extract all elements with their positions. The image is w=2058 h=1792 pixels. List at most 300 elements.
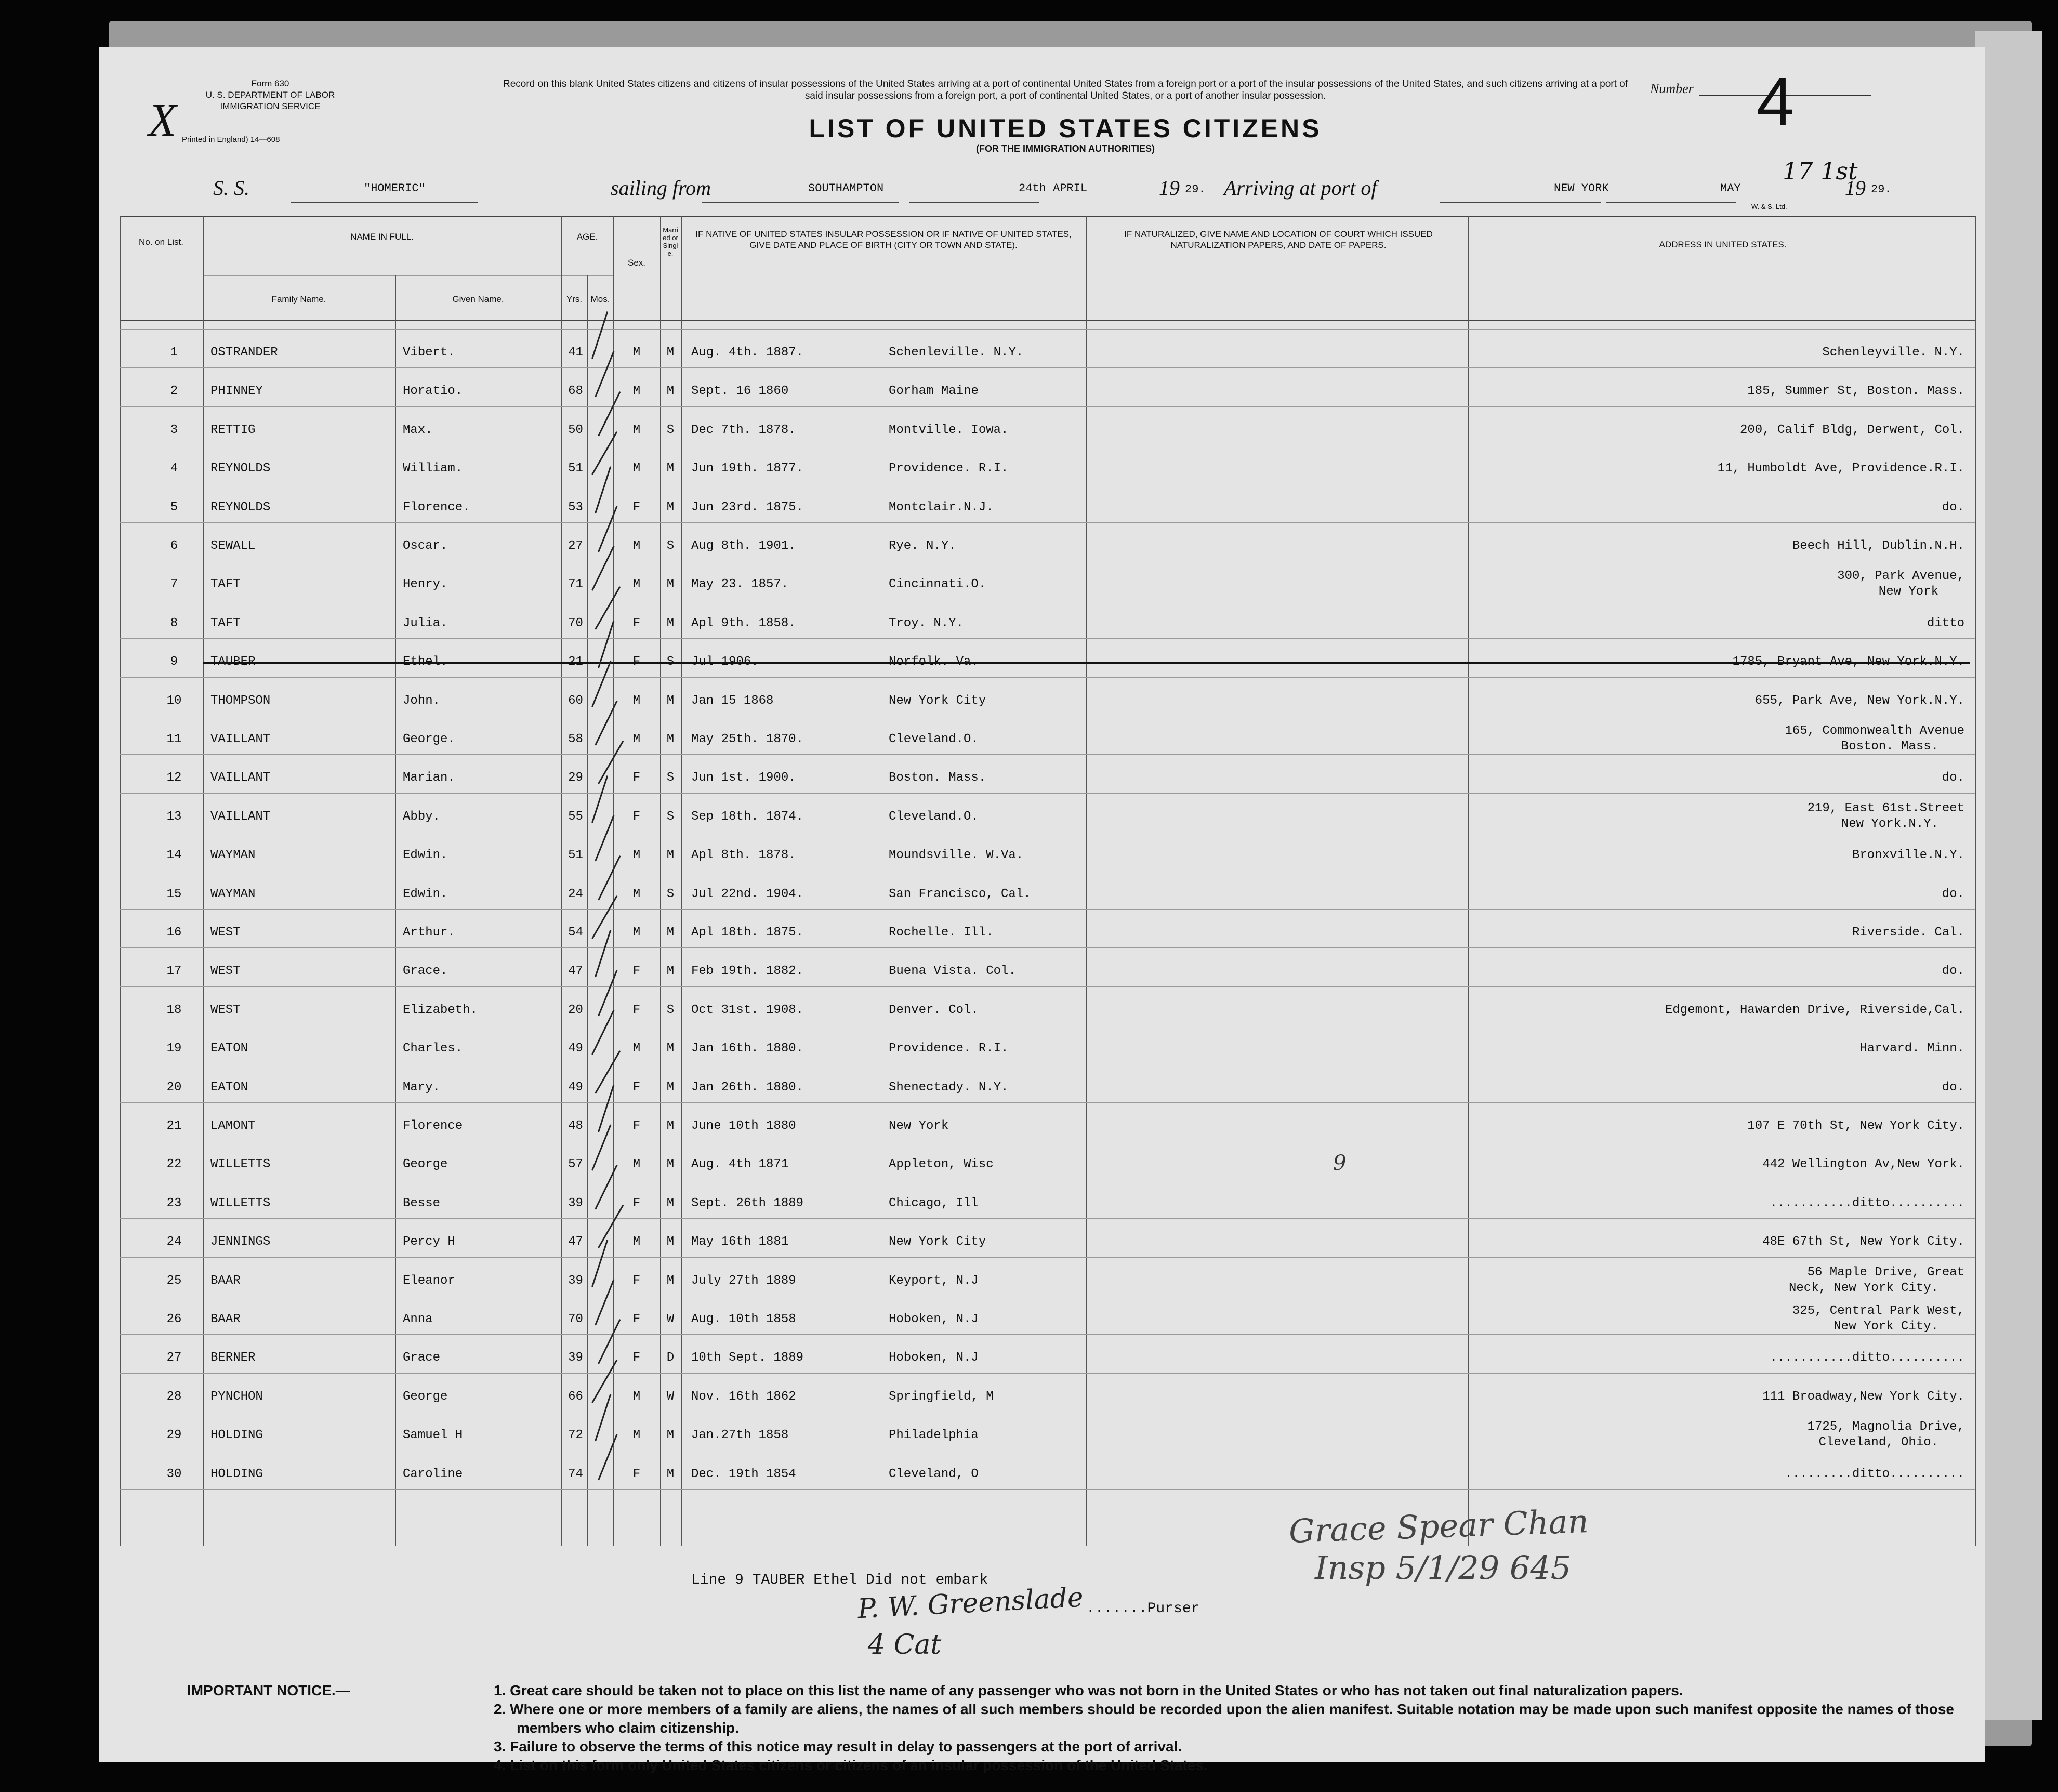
cell-bplace: Denver. Col.	[889, 1003, 979, 1017]
cell-address-line2: New York.N.Y.	[1841, 816, 1939, 831]
arriving-label: Arriving at port of	[1224, 176, 1377, 200]
cell-no: 19	[166, 1042, 182, 1056]
row-rule	[120, 1257, 1975, 1258]
cell-family: OSTRANDER	[210, 346, 278, 360]
cell-bplace: Rye. N.Y.	[889, 539, 956, 553]
cell-no: 9	[170, 655, 178, 669]
cell-bdate: Apl 8th. 1878.	[691, 848, 796, 863]
cell-age: 49	[568, 1080, 583, 1095]
cell-bplace: Springfield, M	[889, 1389, 994, 1404]
service: IMMIGRATION SERVICE	[220, 101, 321, 111]
cell-age: 39	[568, 1273, 583, 1288]
col-divider	[681, 216, 682, 1546]
cell-bplace: Providence. R.I.	[889, 462, 1009, 476]
col-divider	[120, 216, 121, 1546]
cell-bdate: May 25th. 1870.	[691, 732, 804, 746]
cell-ms: M	[666, 1042, 675, 1056]
cell-age: 53	[568, 500, 583, 515]
cell-sex: M	[632, 926, 641, 940]
cell-age: 29	[568, 771, 583, 785]
cell-age: 72	[568, 1428, 583, 1443]
check-mark	[591, 546, 614, 591]
cell-no: 5	[170, 500, 178, 515]
cell-ms: M	[666, 693, 675, 708]
row-rule	[120, 793, 1975, 794]
cell-bdate: Dec. 19th 1854	[691, 1467, 796, 1481]
date-from: 24th APRIL	[1019, 182, 1088, 195]
form-instruction: Record on this blank United States citizens and citizens of insular possessions of the United States arriving at a port of continental United States from a foreign port or a port of the insular possessions of the United States, and such citizens arriving at a port of said insular possessions from a foreign port, a port of continental United States, or a port of another insular possession.	[503, 78, 1628, 101]
cell-ms: M	[666, 848, 675, 863]
cell-family: PYNCHON	[210, 1389, 263, 1404]
cell-address-line2: Neck, New York City.	[1789, 1281, 1939, 1295]
cell-no: 24	[166, 1235, 182, 1249]
cell-given: Grace	[403, 1351, 441, 1365]
cell-address: Schenleyville. N.Y.	[1822, 346, 1965, 360]
cell-sex: M	[632, 1042, 641, 1056]
purser-signature: P. W. Greenslade	[856, 1582, 1085, 1625]
cell-family: WEST	[210, 926, 241, 940]
cell-bdate: Aug. 10th 1858	[691, 1312, 796, 1326]
cell-ms: M	[666, 926, 675, 940]
cell-age: 41	[568, 346, 583, 360]
ship-line	[291, 202, 478, 203]
notice-lead: IMPORTANT NOTICE.—	[187, 1682, 350, 1698]
cell-given: Besse	[403, 1196, 441, 1210]
cell-given: Ethel.	[403, 655, 448, 669]
cell-age: 74	[568, 1467, 583, 1481]
cell-no: 16	[166, 926, 182, 940]
cell-address: 655, Park Ave, New York.N.Y.	[1754, 693, 1965, 708]
cell-ms: S	[666, 887, 675, 901]
check-mark	[598, 1434, 617, 1480]
cell-bdate: 10th Sept. 1889	[691, 1351, 804, 1365]
row-rule	[120, 367, 1975, 368]
cell-no: 22	[166, 1157, 182, 1172]
row-rule	[120, 406, 1975, 407]
cell-age: 47	[568, 964, 583, 979]
cell-address: Riverside. Cal.	[1852, 926, 1965, 940]
year-prefix-2: 19	[1845, 176, 1866, 200]
cell-bdate: Jun 1st. 1900.	[691, 771, 796, 785]
cell-bplace: Boston. Mass.	[889, 771, 986, 785]
cell-given: Arthur.	[403, 926, 455, 940]
cell-bplace: Cleveland.O.	[889, 732, 979, 746]
cell-age: 66	[568, 1389, 583, 1404]
check-mark	[591, 1125, 611, 1171]
cell-ms: M	[666, 1235, 675, 1249]
cell-address: 165, Commonwealth Avenue	[1785, 724, 1965, 738]
cell-address: 219, East 61st.Street	[1807, 801, 1965, 815]
cell-bdate: May 16th 1881	[691, 1235, 789, 1249]
row-rule	[120, 754, 1975, 755]
port-from: SOUTHAMPTON	[808, 182, 884, 195]
cell-address: 48E 67th St, New York City.	[1762, 1235, 1965, 1249]
cell-no: 14	[166, 848, 182, 863]
row-rule	[120, 638, 1975, 639]
cell-address: 300, Park Avenue,	[1837, 569, 1965, 584]
cell-sex: F	[632, 655, 641, 669]
cell-address: do.	[1942, 771, 1965, 785]
cell-no: 25	[166, 1273, 182, 1288]
cell-no: 28	[166, 1389, 182, 1404]
cell-family: JENNINGS	[210, 1235, 271, 1249]
cell-sex: M	[632, 384, 641, 399]
col-divider	[1086, 216, 1087, 1546]
list-number: 4	[1757, 63, 1795, 139]
cell-age: 70	[568, 616, 583, 630]
cell-address: ...........ditto..........	[1770, 1196, 1965, 1210]
cell-given: Percy H	[403, 1235, 455, 1249]
cell-age: 48	[568, 1119, 583, 1133]
cell-bplace: Hoboken, N.J	[889, 1312, 979, 1326]
col-married: Married or Single.	[663, 226, 678, 257]
cell-ms: M	[666, 577, 675, 592]
cell-no: 12	[166, 771, 182, 785]
cell-bplace: New York City	[889, 1235, 986, 1249]
col-divider	[1468, 216, 1469, 1546]
cell-bdate: Nov. 16th 1862	[691, 1389, 796, 1404]
cell-bdate: Dec 7th. 1878.	[691, 423, 796, 437]
year-from: 29.	[1185, 183, 1206, 196]
cell-given: Florence.	[403, 500, 470, 515]
printer-mark: W. & S. Ltd.	[1751, 203, 1787, 210]
cell-sex: F	[632, 616, 641, 630]
cell-address: 442 Wellington Av,New York.	[1762, 1157, 1965, 1172]
table-rule	[203, 275, 561, 276]
department: U. S. DEPARTMENT OF LABOR	[205, 90, 335, 100]
cell-family: BAAR	[210, 1273, 241, 1288]
cell-bplace: Providence. R.I.	[889, 1042, 1009, 1056]
col-given: Given Name.	[452, 294, 504, 304]
cell-bplace: Shenectady. N.Y.	[889, 1080, 1009, 1095]
cell-sex: F	[632, 1119, 641, 1133]
col-no: No. on List.	[139, 237, 183, 247]
cell-no: 15	[166, 887, 182, 901]
cell-sex: F	[632, 1003, 641, 1017]
cell-family: REYNOLDS	[210, 462, 271, 476]
cell-given: Oscar.	[403, 539, 448, 553]
cell-family: BERNER	[210, 1351, 256, 1365]
cell-sex: M	[632, 539, 641, 553]
cell-address: ditto	[1927, 616, 1965, 630]
cell-family: PHINNEY	[210, 384, 263, 399]
cell-address: 1725, Magnolia Drive,	[1807, 1420, 1965, 1434]
cell-ms: D	[666, 1351, 675, 1365]
check-mark	[591, 311, 608, 359]
cancelled-row-strike	[203, 662, 1970, 664]
manifest-table	[120, 216, 1975, 1546]
cell-family: WAYMAN	[210, 848, 256, 863]
purser-label: .......Purser	[1086, 1601, 1200, 1617]
date-from-line	[909, 202, 1039, 203]
initials: 4 Cat	[868, 1629, 942, 1661]
cell-family: EATON	[210, 1080, 248, 1095]
cell-family: VAILLANT	[210, 732, 271, 746]
cell-given: Samuel H	[403, 1428, 463, 1443]
cell-ms: S	[666, 1003, 675, 1017]
col-sex: Sex.	[627, 258, 646, 268]
cell-no: 18	[166, 1003, 182, 1017]
cell-age: 49	[568, 1042, 583, 1056]
cell-address: Harvard. Minn.	[1859, 1042, 1965, 1056]
cell-address: 325, Central Park West,	[1792, 1304, 1965, 1318]
col-yrs: Yrs.	[566, 294, 583, 304]
cell-given: Florence	[403, 1119, 463, 1133]
cell-address: 56 Maple Drive, Great	[1807, 1265, 1965, 1280]
cell-sex: F	[632, 1351, 641, 1365]
cell-bdate: Apl 9th. 1858.	[691, 616, 796, 630]
row-rule	[120, 1373, 1975, 1374]
cell-age: 39	[568, 1351, 583, 1365]
cell-no: 1	[170, 346, 178, 360]
cell-address: do.	[1942, 887, 1965, 901]
cell-bdate: Sept. 26th 1889	[691, 1196, 804, 1210]
cell-no: 10	[166, 693, 182, 708]
cell-ms: S	[666, 539, 675, 553]
cell-bdate: Jun 23rd. 1875.	[691, 500, 804, 515]
cell-no: 6	[170, 539, 178, 553]
cell-no: 23	[166, 1196, 182, 1210]
row-rule	[120, 522, 1975, 523]
day-to: 17 1st	[1783, 157, 1858, 185]
cell-no: 2	[170, 384, 178, 399]
cell-ms: S	[666, 423, 675, 437]
row-rule	[120, 947, 1975, 948]
cell-age: 54	[568, 926, 583, 940]
cell-sex: F	[632, 809, 641, 824]
cell-given: Edwin.	[403, 887, 448, 901]
cell-ms: W	[666, 1312, 675, 1326]
cell-address: ...........ditto..........	[1770, 1351, 1965, 1365]
cell-given: Henry.	[403, 577, 448, 592]
check-mark	[595, 815, 614, 862]
cell-age: 51	[568, 462, 583, 476]
col-birth: IF NATIVE OF UNITED STATES INSULAR POSSESSION OR IF NATIVE OF UNITED STATES, GIVE DATE AND PLACE OF BIRTH (CITY OR TOWN AND STATE).	[695, 229, 1072, 250]
cell-age: 39	[568, 1196, 583, 1210]
cell-sex: M	[632, 462, 641, 476]
cell-given: George	[403, 1157, 448, 1172]
col-divider	[660, 216, 661, 1546]
cell-ms: W	[666, 1389, 675, 1404]
cell-given: John.	[403, 693, 441, 708]
cell-no: 21	[166, 1119, 182, 1133]
col-divider	[587, 275, 588, 1546]
cell-address: 200, Calif Bldg, Derwent, Col.	[1740, 423, 1965, 437]
cell-address: Edgemont, Hawarden Drive, Riverside,Cal.	[1665, 1003, 1965, 1017]
cell-given: Eleanor	[403, 1273, 455, 1288]
notice-item: 2. Where one or more members of a family are aliens, the names of all such members should be recorded upon the alien manifest. Suitable notation may be made upon such manifest opposite the names of those members who claim citizenship.	[494, 1701, 1954, 1736]
embark-note: Line 9 TAUBER Ethel Did not embark	[691, 1572, 988, 1588]
port-from-line	[702, 202, 899, 203]
month-to: MAY	[1720, 182, 1741, 195]
cell-given: George	[403, 1389, 448, 1404]
cell-family: RETTIG	[210, 423, 256, 437]
cell-age: 60	[568, 693, 583, 708]
cell-given: George.	[403, 732, 455, 746]
printed-note: Printed in England) 14—608	[182, 135, 280, 144]
cell-ms: M	[666, 1467, 675, 1481]
cell-family: HOLDING	[210, 1467, 263, 1481]
cell-family: THOMPSON	[210, 693, 271, 708]
check-mark	[595, 1394, 611, 1441]
cell-bdate: Aug. 4th. 1887.	[691, 346, 804, 360]
check-mark	[595, 351, 614, 398]
check-mark	[598, 1085, 614, 1132]
cell-family: WILLETTS	[210, 1157, 271, 1172]
cell-bdate: Apl 18th. 1875.	[691, 926, 804, 940]
cell-address: 185, Summer St, Boston. Mass.	[1747, 384, 1965, 399]
day-to-line	[1606, 202, 1736, 203]
cell-sex: F	[632, 1312, 641, 1326]
cell-bdate: July 27th 1889	[691, 1273, 796, 1288]
cell-bdate: Aug 8th. 1901.	[691, 539, 796, 553]
cell-no: 7	[170, 577, 178, 592]
cell-family: EATON	[210, 1042, 248, 1056]
cell-ms: M	[666, 1157, 675, 1172]
cell-address: 107 E 70th St, New York City.	[1747, 1119, 1965, 1133]
cell-address-line2: New York City.	[1833, 1320, 1939, 1334]
port-to-line	[1440, 202, 1601, 203]
port-to: NEW YORK	[1554, 182, 1609, 195]
col-age: AGE.	[576, 232, 598, 242]
cell-ms: M	[666, 1273, 675, 1288]
check-mark	[591, 1010, 614, 1055]
cell-sex: M	[632, 346, 641, 360]
cell-address: Bronxville.N.Y.	[1852, 848, 1965, 863]
cell-sex: F	[632, 1196, 641, 1210]
cell-address: do.	[1942, 1080, 1965, 1095]
cell-age: 70	[568, 1312, 583, 1326]
cell-sex: M	[632, 887, 641, 901]
cell-family: TAUBER	[210, 655, 256, 669]
cell-given: Vibert.	[403, 346, 455, 360]
cell-no: 8	[170, 616, 178, 630]
row-rule	[120, 1218, 1975, 1219]
cell-sex: M	[632, 732, 641, 746]
col-mos: Mos.	[590, 294, 610, 304]
cell-no: 20	[166, 1080, 182, 1095]
col-divider	[395, 275, 396, 1546]
cell-bplace: Moundsville. W.Va.	[889, 848, 1024, 863]
cell-sex: M	[632, 577, 641, 592]
cell-family: WILLETTS	[210, 1196, 271, 1210]
cell-bdate: Jul 1906.	[691, 655, 759, 669]
cell-given: Grace.	[403, 964, 448, 979]
cell-bplace: Appleton, Wisc	[889, 1157, 994, 1172]
col-divider	[613, 216, 614, 1546]
cell-ms: M	[666, 1080, 675, 1095]
cell-family: LAMONT	[210, 1119, 256, 1133]
notice-items	[494, 1681, 2001, 1775]
cell-bplace: Gorham Maine	[889, 384, 979, 399]
cell-ms: M	[666, 732, 675, 746]
row-rule	[120, 909, 1975, 910]
cell-sex: M	[632, 1428, 641, 1443]
cell-no: 3	[170, 423, 178, 437]
cell-given: Abby.	[403, 809, 441, 824]
cell-age: 58	[568, 732, 583, 746]
cell-bplace: Montville. Iowa.	[889, 423, 1009, 437]
cell-sex: F	[632, 771, 641, 785]
cell-age: 57	[568, 1157, 583, 1172]
cell-bplace: New York City	[889, 693, 986, 708]
cell-family: WEST	[210, 964, 241, 979]
cell-bdate: Jan.27th 1858	[691, 1428, 789, 1443]
cell-bplace: Schenleville. N.Y.	[889, 346, 1024, 360]
cell-family: HOLDING	[210, 1428, 263, 1443]
cell-age: 55	[568, 809, 583, 824]
cell-family: BAAR	[210, 1312, 241, 1326]
inspector-signature: Grace Spear Chan	[1288, 1501, 1589, 1551]
cell-address: 11, Humboldt Ave, Providence.R.I.	[1717, 462, 1965, 476]
cell-age: 20	[568, 1003, 583, 1017]
cell-ms: M	[666, 1428, 675, 1443]
cell-address-line2: Cleveland, Ohio.	[1818, 1435, 1939, 1450]
cell-ms: M	[666, 616, 675, 630]
cell-ms: S	[666, 809, 675, 824]
cell-family: WEST	[210, 1003, 241, 1017]
col-divider	[1975, 216, 1976, 1546]
cell-address-line2: Boston. Mass.	[1841, 740, 1939, 754]
cell-given: Horatio.	[403, 384, 463, 399]
row-rule	[120, 1489, 1975, 1490]
cell-bdate: Sept. 16 1860	[691, 384, 789, 399]
cell-bplace: Cleveland.O.	[889, 809, 979, 824]
col-address: ADDRESS IN UNITED STATES.	[1659, 240, 1787, 249]
cell-given: Anna	[403, 1312, 433, 1326]
cell-bdate: Jul 22nd. 1904.	[691, 887, 804, 901]
form-info	[166, 78, 374, 146]
cell-ms: M	[666, 346, 675, 360]
cell-given: Julia.	[403, 616, 448, 630]
cell-bdate: Jun 19th. 1877.	[691, 462, 804, 476]
cell-no: 11	[166, 732, 182, 746]
cell-ms: M	[666, 384, 675, 399]
col-divider	[203, 216, 204, 1546]
cell-sex: M	[632, 423, 641, 437]
cell-given: Marian.	[403, 771, 455, 785]
cell-sex: M	[632, 1157, 641, 1172]
check-mark	[595, 466, 611, 513]
cell-bplace: New York	[889, 1119, 949, 1133]
cell-family: TAFT	[210, 616, 241, 630]
ss-label: S. S.	[213, 176, 249, 200]
cell-bplace: Hoboken, N.J	[889, 1351, 979, 1365]
cell-sex: F	[632, 964, 641, 979]
cell-ms: S	[666, 771, 675, 785]
row-rule	[120, 1334, 1975, 1335]
cell-no: 27	[166, 1351, 182, 1365]
cell-bplace: Cleveland, O	[889, 1467, 979, 1481]
cell-family: REYNOLDS	[210, 500, 271, 515]
cell-bdate: Jan 15 1868	[691, 693, 774, 708]
col-name-in-full: NAME IN FULL.	[350, 232, 414, 242]
cell-family: TAFT	[210, 577, 241, 592]
cell-address: 111 Broadway,New York City.	[1762, 1389, 1965, 1404]
col-family: Family Name.	[271, 294, 326, 304]
cell-address-line2: New York	[1878, 585, 1939, 599]
cell-address: do.	[1942, 964, 1965, 979]
cell-no: 4	[170, 462, 178, 476]
cell-bplace: Buena Vista. Col.	[889, 964, 1016, 979]
cell-age: 24	[568, 887, 583, 901]
cell-no: 13	[166, 809, 182, 824]
cell-sex: M	[632, 693, 641, 708]
col-naturalized: IF NATURALIZED, GIVE NAME AND LOCATION OF COURT WHICH ISSUED NATURALIZATION PAPERS, AND DATE OF PAPERS.	[1124, 229, 1433, 250]
cell-age: 21	[568, 655, 583, 669]
cell-sex: M	[632, 1389, 641, 1404]
cell-bplace: Philadelphia	[889, 1428, 979, 1443]
